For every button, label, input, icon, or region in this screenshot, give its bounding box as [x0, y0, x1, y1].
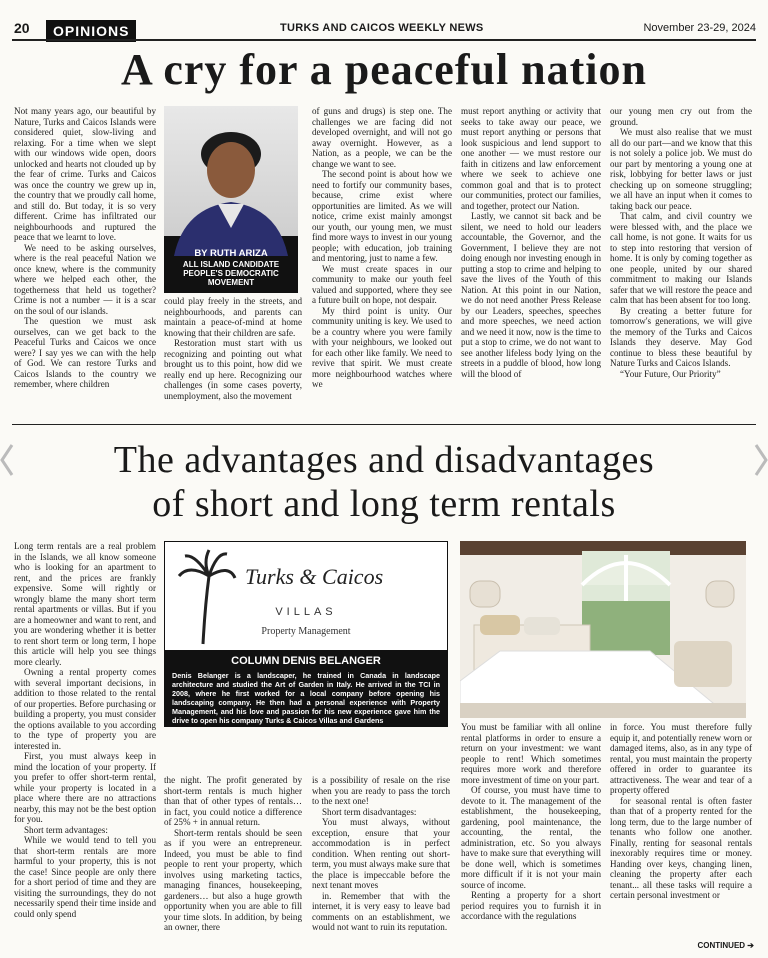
paragraph: in. Remember that with the internet, it is very easy to leave bad comments on an establishment, we would not want to ruin its reputation.	[312, 890, 450, 932]
paragraph: Of course, you must have time to devote to it. The management of the establishment, the housekeeping, gardening, pool maintenance, the accounting, the rental, the administration, etc. So you always have to make sure that everything will be done well, which is sometimes more difficult if it is not your main source of income.	[461, 785, 601, 890]
article-divider	[12, 424, 756, 425]
paragraph: You must always, without exception, ensure that your accommodation is in perfect condition. When renting out short-term, you must always make sure that the place is impeccable before the next tenant moves	[312, 817, 450, 890]
article1-col4	[461, 106, 601, 379]
paragraph: of guns and drugs) is step one. The challenges we are facing did not developed overnight, and will not go away overnight. However, as a Nation, as a people, we can be the change we want to see.	[312, 106, 452, 169]
article2-col2	[164, 775, 302, 933]
paragraph: Lastly, we cannot sit back and be silent, we need to hold our leaders accountable, the Governor, and the Government, I believe they are not doing enough nor investing enough in putting a stop to crime and helping to save the lives of the Youth of this Nation. At this point in our Nation, we do not need another Press Release by our Leaders, speeches, speeches and more speeches, we need action and we need it now, now is the time to put a stop to crime, we do not want to see another lifeless body lying on the streets in a puddle of blood, how long will the blood of	[461, 211, 601, 379]
paragraph: We must create spaces in our community to make our youth feel valued and supported, where they see a future built on hope, not despair.	[312, 263, 452, 305]
paragraph: our young men cry out from the ground.	[610, 106, 752, 127]
paragraph: Not many years ago, our beautiful by Nature, Turks and Caicos Islands were considered quiet, slow-living and relaxing. For a time when we slept with our windows wide open, doors unlocked and hearts not clouded up by the fear of crime. Turks and Caicos was once the country we grew up in, the country that we proudly call home, and still do. But today, it is so very different. Crime has infiltrated our neighbourhoods and ruptured the peace that we learnt to love.	[14, 106, 156, 242]
masthead	[12, 0, 756, 40]
continued-label: CONTINUED ➔	[697, 941, 754, 950]
paragraph: Short-term rentals should be seen as if you were an entrepreneur. Indeed, you must be able to find people to rent your property, which involves using marketing tactics, managing finances, housekeeping, gardeners… but also a huge growth opportunity when you are able to fill your time slots. In addition, by being an owner, there	[164, 827, 302, 932]
page-number: 20	[14, 20, 30, 36]
paragraph: must report anything or activity that seeks to take away our peace, we must report anything or persons that look suspicious and lend support to one another — we must restore our faith in citizens and law enforcement where we seek to achieve one common goal and that is to protect our communities, protect our families, and together, protect our Nation.	[461, 106, 601, 211]
paragraph: Renting a property for a short period requires you to furnish it in accordance with the regulations	[461, 890, 601, 921]
masthead-rule	[12, 39, 756, 41]
columnist-bio: Denis Belanger is a landscaper, he trained in Canada in landscape architecture and studied the Art of Garden in Italy. He arrived in the TCI in 2008, where he first worked for a local company before opening his landscaping company. He then had a personal experience with Property Management, and his love and passion for his new experience gave him the drive to open his company Turks & Caicos Villas and Gardens	[172, 671, 440, 725]
paragraph: The second point is about how we need to fortify our community bases, because, crime exist where opportunities are limited. As we will notice, crime exist mainly amongst our youth, our young men, we must find more ways to invest in our young people; with education, job training and mentoring, just to name a few.	[312, 169, 452, 263]
paragraph: You must be familiar with all online rental platforms in order to ensure a return on your investment: we want people to rent! Which sometimes requires more work and therefore more investment of time on your part.	[461, 722, 601, 785]
article1-col3	[312, 106, 452, 390]
paragraph: We must also realise that we must all do our part—and we know that this is not solely a police job. We must do our part by mentoring a young one at risk, lobbying for better laws or just checking up on someone struggling; we all have an input when it comes to taking back our peace.	[610, 127, 752, 211]
byline	[164, 248, 298, 287]
paragraph: is a possibility of resale on the rise when you are ready to pass the torch to the next one!	[312, 775, 450, 806]
paragraph: By creating a better future for tomorrow's generations, we will give the memory of the Turks and Caicos Islands they deserve. May God continue to bless these beautiful by Nature Turks and Caicos Islands.	[610, 305, 752, 368]
bedroom-illustration-icon	[460, 541, 746, 718]
paragraph: could play freely in the streets, and neighbourhoods, and parents can maintain a peace-of-mind at home knowing that their children are safe.	[164, 296, 302, 338]
ad-tagline: Property Management	[261, 626, 351, 637]
paragraph: Owning a rental property comes with several important decisions, in addition to those related to the rental of our properties. Before purchasing or building a property, you must consider the options available to you according to the type of property you are interested in.	[14, 667, 156, 751]
article2-col1	[14, 541, 156, 919]
article1-col2	[164, 296, 302, 401]
section-badge: OPINIONS	[46, 20, 136, 42]
paper-name: TURKS AND CAICOS WEEKLY NEWS	[280, 22, 484, 34]
paragraph: Restoration must start with us recognizing and pointing out what brought us to this point, how did we really end up here. Recognizing our challenges (in some cases poverty, unemployment, also the movement	[164, 338, 302, 401]
paragraph: for seasonal rental is often faster than that of a property rented for the long term, due to the large number of tenants who follow one another. Finally, renting for seasonal rentals inexorably requires time or money. Handing over keys, changing linen, cleaning the property after each tenant... all these tasks will require a certain personal investment or	[610, 795, 752, 900]
ad-logo: Turks & Caicos	[245, 564, 384, 589]
article2-col5	[610, 722, 752, 901]
paragraph: While we would tend to tell you that short-term rentals are more harmful to your property, this is not the case! Since people are only there for a short period of time and they are visiting the surroundings, they do not necessarily spend their time inside and could only spend	[14, 835, 156, 919]
paragraph: The question we must ask ourselves, can we get back to the Peaceful Turks and Caicos we once were? I say yes we can with the help of God. We can restore Turks and Caicos Islands to the country we remember, where children	[14, 316, 156, 389]
headline-line: The advantages and disadvantages	[113, 439, 655, 481]
byline-role: ALL ISLAND CANDIDATE	[182, 260, 280, 269]
paragraph: the night. The profit generated by short-term rentals is much higher than that of other types of rentals… in fact, you could notice a difference of 25% + in annual return.	[164, 775, 302, 827]
byline-party: PEOPLE'S DEMOCRATIC MOVEMENT	[183, 269, 279, 287]
article2-headline	[20, 438, 748, 526]
paragraph: My third point is unity. Our community uniting is key. We used to be a country where you were family with your neighbours, we looked out for each other like family. We need to revive that spirit. We must create more neighbourhood watches where we	[312, 305, 452, 389]
headline-line: of short and long term rentals	[152, 483, 616, 525]
paragraph: in force. You must therefore fully equip it, and potentially renew worn or damaged items, also, as in any type of rental, you must maintain the property offered in order to guarantee its attractiveness. The wear and tear of a property offered	[610, 722, 752, 795]
article2-col3	[312, 775, 450, 933]
issue-date: November 23-29, 2024	[643, 22, 756, 34]
article1-col5	[610, 106, 752, 379]
paragraph: We need to be asking ourselves, where is the real peaceful Nation we once knew, where is the community where we helped each other, the togetherness that held us together? Crime is not a number — it is a scar on the soul of our islands.	[14, 242, 156, 316]
paragraph: First, you must always keep in mind the location of your property. If you prefer to offer short-term rental, while your property is located in a place where there are no attractions nearby, this may not be the best option for you.	[14, 751, 156, 824]
author-photo	[164, 106, 298, 293]
paragraph: “Your Future, Our Priority”	[620, 368, 721, 379]
article1-col1	[14, 106, 156, 390]
columnist-ad-box	[164, 541, 448, 727]
article2-col4	[461, 722, 601, 922]
bedroom-photo	[460, 541, 746, 718]
paragraph: Long term rentals are a real problem in the Islands, we all know someone who is looking for an apartment to rent, and the prices are frankly expensive. Some will rightly or wrongly blame the many short term rental apartments or villas. But if you are a homeowner and want to rent, and you are wondering whether it is better to rent short term or long term, I hope this article will help you see things more clearly.	[14, 541, 156, 667]
paragraph: That calm, and civil country we were blessed with, and the place we call home, is not gone. It waits for us to step into restoring that version of home. It is only by coming together as one people, united by our shared commitment to making our Islands safer that we will restore the peace and calm that has been absent for too long.	[610, 211, 752, 305]
column-heading: COLUMN DENIS BELANGER	[231, 655, 381, 667]
article1-headline: A cry for a peaceful nation	[120, 45, 648, 94]
chevron-right-icon	[754, 443, 768, 477]
ad-villas: VILLAS	[275, 606, 337, 618]
paragraph: Short term disadvantages:	[322, 806, 417, 817]
chevron-left-icon	[0, 443, 14, 477]
paragraph: Short term advantages:	[24, 824, 108, 835]
byline-name: BY RUTH ARIZA	[194, 248, 268, 259]
